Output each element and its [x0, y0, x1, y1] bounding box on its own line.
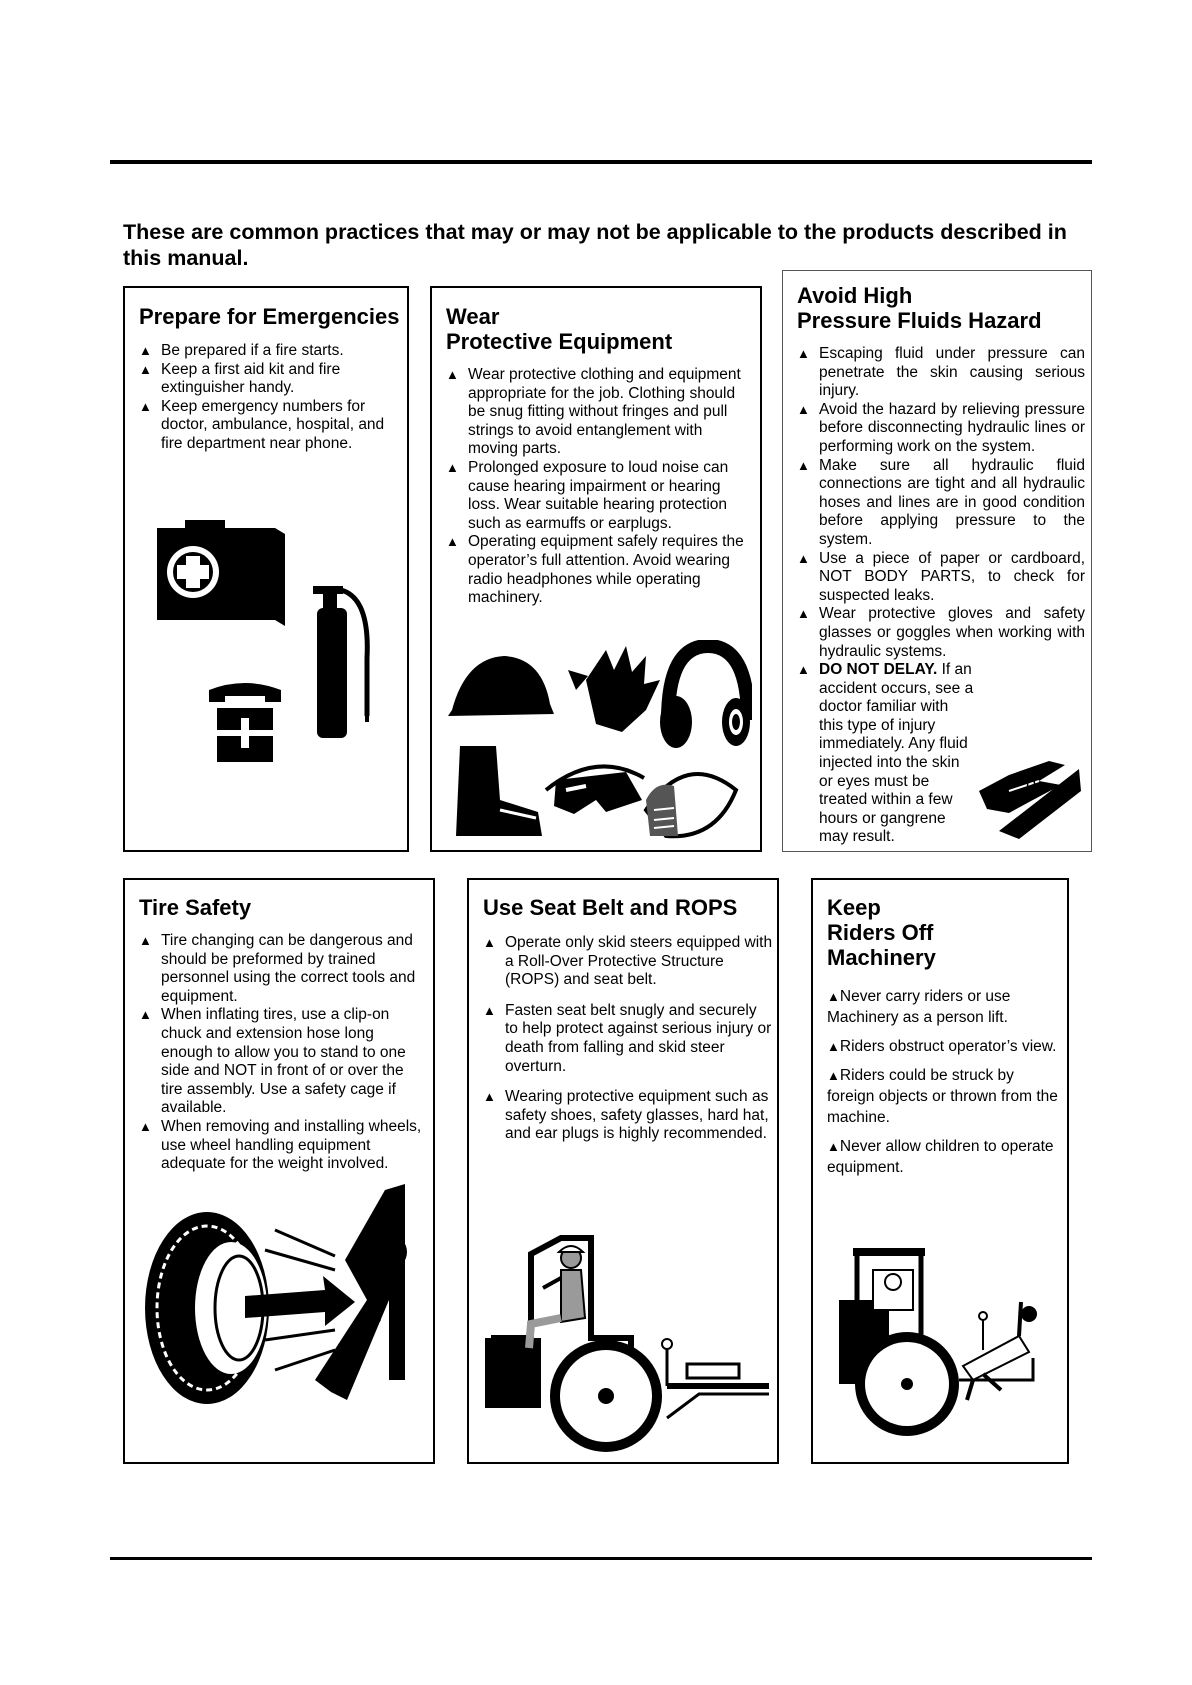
- list-item: ▲ Operating equipment safely requires the operator’s full attention. Avoid wearing radio headphones while operating machinery.: [446, 533, 744, 607]
- rider-tractor-illustration: [833, 1240, 1053, 1450]
- list-item: ▲ DO NOT DELAY. If an accident occurs, see a doctor familiar with this type of injury immediately. Any fluid injected into the skin or eyes must be treated within a few hours or gangrene may result.: [797, 661, 974, 846]
- emergency-illustration: [145, 518, 405, 818]
- warning-triangle-icon: ▲: [827, 1039, 840, 1054]
- panel-tire-safety: [123, 878, 435, 1464]
- list-item: ▲ Use a piece of paper or cardboard, NOT BODY PARTS, to check for suspected leaks.: [797, 549, 1085, 604]
- warning-triangle-icon: ▲: [446, 534, 459, 550]
- list-item: ▲ Wear protective clothing and equipment appropriate for the job. Clothing should be snug fitting without fringes and pull strings to avoid entanglement with moving parts.: [446, 366, 741, 458]
- protective-equipment-illustration: [446, 640, 752, 844]
- list-item: ▲ When removing and installing wheels, use wheel handling equipment adequate for the weight involved.: [139, 1117, 422, 1173]
- tire-explosion-illustration: [135, 1180, 427, 1450]
- list-item: ▲Riders could be struck by foreign objects or thrown from the machine.: [827, 1067, 1058, 1126]
- hard-hat-icon: [448, 656, 554, 716]
- warning-triangle-icon: ▲: [827, 1139, 840, 1154]
- warning-triangle-icon: ▲: [483, 935, 496, 950]
- panel-protective-equipment: [430, 286, 762, 852]
- panel-pressure-fluids: [782, 270, 1092, 852]
- warning-triangle-icon: ▲: [483, 1089, 496, 1105]
- warning-triangle-icon: ▲: [139, 933, 152, 948]
- earmuffs-icon: [660, 646, 750, 748]
- panel-keep-riders-off: [811, 878, 1069, 1464]
- panel-seat-belt-rops: [467, 878, 779, 1464]
- list-item: ▲ Operate only skid steers equipped with a Roll-Over Protective Structure (ROPS) and seat belt.: [483, 934, 773, 989]
- panel-title: Wear Protective Equipment: [446, 304, 673, 354]
- warning-triangle-icon: ▲: [139, 361, 152, 377]
- hand-injection-illustration: [969, 751, 1085, 841]
- bullet-list: [139, 932, 429, 1174]
- list-item: ▲ Escaping fluid under pressure can penetrate the skin causing serious injury.: [797, 345, 1085, 400]
- boot-icon: [456, 746, 542, 836]
- list-item: ▲ Avoid the hazard by relieving pressure before disconnecting hydraulic lines or performing work on the system.: [797, 400, 1085, 455]
- fire-extinguisher-icon: [313, 586, 369, 738]
- bullet-list: [139, 342, 401, 454]
- warning-triangle-icon: ▲: [797, 606, 810, 622]
- first-aid-kit-icon: [157, 520, 285, 626]
- tractor-icon: [839, 1248, 959, 1436]
- warning-triangle-icon: ▲: [797, 662, 810, 678]
- warning-triangle-icon: ▲: [139, 343, 152, 358]
- panel-title: Avoid High Pressure Fluids Hazard: [797, 283, 1042, 333]
- warning-triangle-icon: ▲: [797, 346, 810, 361]
- warning-triangle-icon: ▲: [827, 989, 840, 1004]
- rider-falling-icon: [959, 1302, 1037, 1400]
- list-item: ▲ Keep emergency numbers for doctor, ambulance, hospital, and fire department near phone.: [139, 397, 385, 452]
- warning-triangle-icon: ▲: [139, 1118, 152, 1134]
- warning-triangle-icon: ▲: [797, 457, 810, 473]
- telephone-icon: [209, 683, 281, 762]
- list-item: ▲ Prolonged exposure to loud noise can cause hearing impairment or hearing loss. Wear suitable hearing protection such as earmuffs or earplugs.: [446, 458, 729, 532]
- bottom-rule: [110, 1557, 1092, 1560]
- panel-title: Keep Riders Off Machinery: [827, 895, 936, 970]
- list-item: ▲Never carry riders or use Machinery as a person lift.: [827, 988, 1011, 1026]
- panel-prepare-emergencies: [123, 286, 409, 852]
- dust-mask-icon: [646, 774, 736, 836]
- warning-triangle-icon: ▲: [797, 401, 810, 417]
- operator-icon: [529, 1246, 585, 1348]
- panel-title: Use Seat Belt and ROPS: [483, 895, 738, 920]
- list-item: ▲ Make sure all hydraulic fluid connections are tight and all hydraulic hoses and lines are in good condition before applying pressure to the system.: [797, 456, 1085, 548]
- tractor-operator-illustration: [481, 1218, 773, 1458]
- list-item: ▲Riders obstruct operator’s view.: [827, 1038, 1057, 1055]
- safety-goggles-icon: [546, 766, 644, 814]
- list-item: ▲Never allow children to operate equipment.: [827, 1138, 1054, 1176]
- gloves-icon: [568, 646, 660, 732]
- warning-triangle-icon: ▲: [139, 398, 152, 414]
- list-item: ▲ Fasten seat belt snugly and securely to help protect against serious injury or death from falling and skid steer overturn.: [483, 1001, 772, 1075]
- list-item: ▲ Be prepared if a fire starts.: [139, 342, 344, 359]
- panel-title: Tire Safety: [139, 895, 252, 920]
- warning-triangle-icon: ▲: [483, 1002, 496, 1018]
- top-rule: [110, 160, 1092, 164]
- intro-text: These are common practices that may or may not be applicable to the products described in this manual.: [123, 220, 1067, 270]
- warning-triangle-icon: ▲: [446, 367, 459, 382]
- list-item: ▲ Wear protective gloves and safety glasses or goggles when working with hydraulic systems.: [797, 605, 1085, 660]
- warning-triangle-icon: ▲: [797, 550, 810, 566]
- warning-triangle-icon: ▲: [827, 1068, 840, 1083]
- warning-triangle-icon: ▲: [139, 1007, 152, 1023]
- panel-title: Prepare for Emergencies: [139, 304, 400, 329]
- list-item: ▲ Wearing protective equipment such as safety shoes, safety glasses, hard hat, and ear plugs is highly recommended.: [483, 1088, 769, 1143]
- list-item: ▲ When inflating tires, use a clip-on chuck and extension hose long enough to allow you to stand to one side and NOT in front of or over the tire assembly. Use a safety cage if available.: [139, 1006, 406, 1117]
- bullet-list: [446, 366, 756, 608]
- list-item: ▲ Tire changing can be dangerous and should be preformed by trained personnel using the correct tools and equipment.: [139, 932, 416, 1005]
- bullet-list: [483, 934, 773, 1156]
- paragraph-list: [827, 986, 1065, 1186]
- warning-triangle-icon: ▲: [446, 459, 459, 475]
- list-item: ▲ Keep a first aid kit and fire extinguisher handy.: [139, 360, 341, 397]
